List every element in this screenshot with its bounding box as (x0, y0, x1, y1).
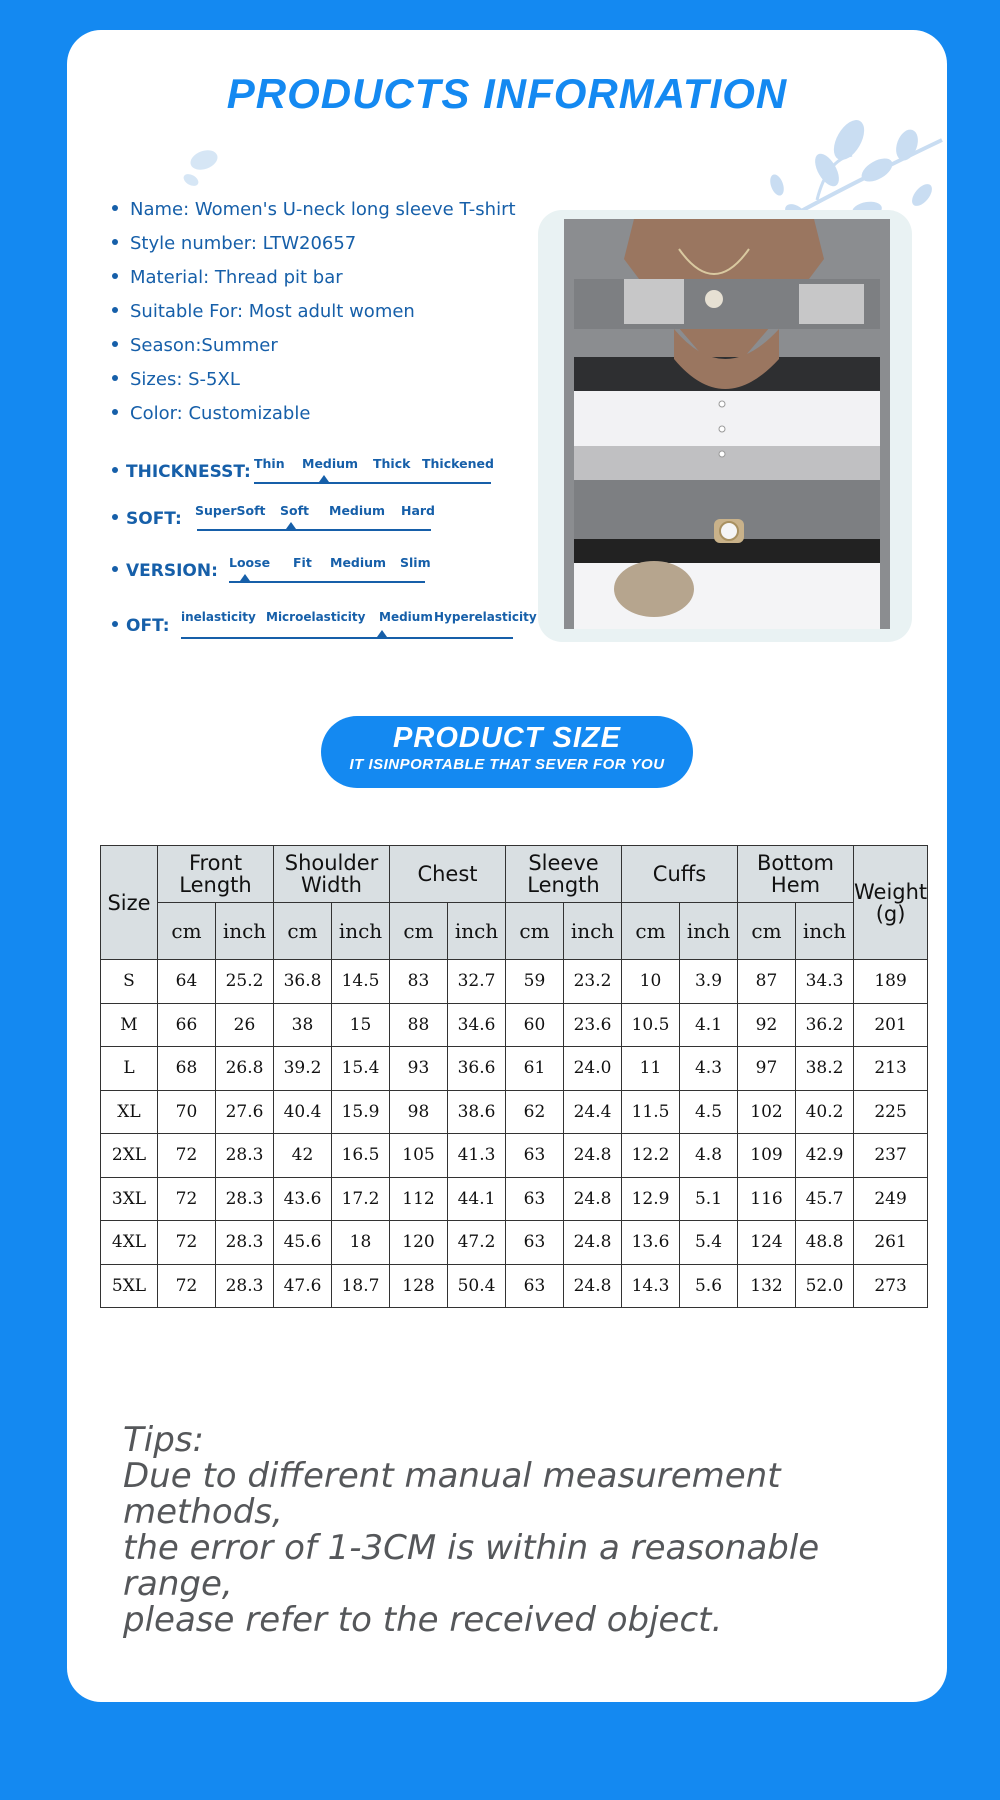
tips-line: please refer to the received object. (123, 1600, 723, 1640)
table-row (101, 1264, 928, 1308)
table-cell: 26 (216, 1003, 274, 1047)
table-cell: 201 (854, 1003, 928, 1047)
unit-header: inch (796, 903, 854, 960)
size-cell: 4XL (101, 1221, 158, 1265)
scale-label: VERSION: (112, 561, 218, 581)
table-cell: 10.5 (622, 1003, 680, 1047)
info-style-number: Style number: LTW20657 (112, 227, 516, 261)
group-header: Front Length (158, 846, 274, 903)
table-cell: 237 (854, 1134, 928, 1178)
scale-marker-icon (286, 522, 296, 529)
table-cell: 27.6 (216, 1090, 274, 1134)
info-season: Season:Summer (112, 329, 516, 363)
table-cell: 42.9 (796, 1134, 854, 1178)
table-row (101, 1047, 928, 1091)
table-cell: 88 (390, 1003, 448, 1047)
scale-option: Thick (373, 456, 411, 471)
table-cell: 15.9 (332, 1090, 390, 1134)
table-cell: 45.6 (274, 1221, 332, 1265)
table-cell: 24.4 (564, 1090, 622, 1134)
table-cell: 249 (854, 1177, 928, 1221)
unit-header: inch (216, 903, 274, 960)
table-row (101, 1090, 928, 1134)
table-cell: 72 (158, 1134, 216, 1178)
info-name: Name: Women's U-neck long sleeve T-shirt (112, 193, 516, 227)
scale-marker-icon (240, 574, 250, 581)
scale-option: Microelasticity (266, 610, 366, 624)
table-cell: 273 (854, 1264, 928, 1308)
table-cell: 41.3 (448, 1134, 506, 1178)
table-cell: 98 (390, 1090, 448, 1134)
table-cell: 24.8 (564, 1221, 622, 1265)
table-cell: 18 (332, 1221, 390, 1265)
group-header: Chest (390, 846, 506, 903)
table-cell: 4.5 (680, 1090, 738, 1134)
table-cell: 4.3 (680, 1047, 738, 1091)
table-cell: 87 (738, 960, 796, 1004)
table-cell: 13.6 (622, 1221, 680, 1265)
scale-marker-icon (319, 475, 329, 482)
scale-option: Fit (293, 555, 312, 570)
size-cell: L (101, 1047, 158, 1091)
table-cell: 11.5 (622, 1090, 680, 1134)
table-cell: 70 (158, 1090, 216, 1134)
table-cell: 10 (622, 960, 680, 1004)
table-cell: 11 (622, 1047, 680, 1091)
info-card (67, 30, 947, 1702)
table-row (101, 960, 928, 1004)
size-table (100, 845, 928, 1308)
table-cell: 42 (274, 1134, 332, 1178)
tips-line: the error of 1-3CM is within a reasonable range, (123, 1528, 820, 1604)
weight-header: Weight (g) (854, 846, 928, 960)
unit-header: inch (448, 903, 506, 960)
scale-option: Medium (329, 503, 386, 518)
table-cell: 28.3 (216, 1134, 274, 1178)
table-cell: 28.3 (216, 1221, 274, 1265)
table-cell: 36.6 (448, 1047, 506, 1091)
table-cell: 40.4 (274, 1090, 332, 1134)
tips-heading: Tips: (123, 1420, 204, 1460)
product-photo-frame (538, 210, 912, 642)
scale-label: SOFT: (112, 509, 182, 529)
size-cell: M (101, 1003, 158, 1047)
info-color: Color: Customizable (112, 397, 516, 431)
page-title: PRODUCTS INFORMATION (226, 70, 788, 117)
table-cell: 18.7 (332, 1264, 390, 1308)
scale-option: Medium (330, 555, 387, 570)
table-row (101, 1177, 928, 1221)
table-cell: 66 (158, 1003, 216, 1047)
table-cell: 25.2 (216, 960, 274, 1004)
table-cell: 61 (506, 1047, 564, 1091)
table-cell: 39.2 (274, 1047, 332, 1091)
scale-option: Thickened (422, 456, 494, 471)
scale-option: Medium (302, 456, 359, 471)
table-cell: 72 (158, 1177, 216, 1221)
table-cell: 52.0 (796, 1264, 854, 1308)
info-suitable-for: Suitable For: Most adult women (112, 295, 516, 329)
product-size-banner (321, 716, 693, 788)
table-cell: 4.1 (680, 1003, 738, 1047)
group-header: Cuffs (622, 846, 738, 903)
size-cell: XL (101, 1090, 158, 1134)
table-cell: 63 (506, 1134, 564, 1178)
table-cell: 34.6 (448, 1003, 506, 1047)
scale-label: THICKNESST: (112, 462, 251, 482)
table-cell: 120 (390, 1221, 448, 1265)
banner-title: PRODUCT SIZE (393, 722, 621, 754)
product-info-list (112, 193, 516, 431)
table-cell: 44.1 (448, 1177, 506, 1221)
table-cell: 225 (854, 1090, 928, 1134)
table-cell: 5.1 (680, 1177, 738, 1221)
table-cell: 63 (506, 1221, 564, 1265)
unit-header: cm (274, 903, 332, 960)
table-cell: 59 (506, 960, 564, 1004)
table-cell: 15.4 (332, 1047, 390, 1091)
banner-subtitle: IT ISINPORTABLE THAT SEVER FOR YOU (349, 756, 665, 773)
table-cell: 60 (506, 1003, 564, 1047)
table-cell: 36.2 (796, 1003, 854, 1047)
product-photo (564, 219, 890, 629)
unit-header: inch (332, 903, 390, 960)
table-cell: 5.6 (680, 1264, 738, 1308)
leaf-icon (179, 142, 229, 192)
table-cell: 3.9 (680, 960, 738, 1004)
table-cell: 128 (390, 1264, 448, 1308)
group-header: Sleeve Length (506, 846, 622, 903)
table-cell: 36.8 (274, 960, 332, 1004)
table-cell: 12.2 (622, 1134, 680, 1178)
table-cell: 72 (158, 1221, 216, 1265)
table-cell: 32.7 (448, 960, 506, 1004)
table-cell: 24.8 (564, 1264, 622, 1308)
table-cell: 92 (738, 1003, 796, 1047)
table-cell: 116 (738, 1177, 796, 1221)
unit-header: inch (680, 903, 738, 960)
table-cell: 72 (158, 1264, 216, 1308)
table-cell: 64 (158, 960, 216, 1004)
table-cell: 23.2 (564, 960, 622, 1004)
table-cell: 38.6 (448, 1090, 506, 1134)
table-cell: 5.4 (680, 1221, 738, 1265)
table-cell: 213 (854, 1047, 928, 1091)
table-cell: 124 (738, 1221, 796, 1265)
unit-header: cm (622, 903, 680, 960)
table-cell: 43.6 (274, 1177, 332, 1221)
table-cell: 17.2 (332, 1177, 390, 1221)
size-table-body (101, 960, 928, 1308)
scale-line (254, 482, 491, 484)
table-cell: 15 (332, 1003, 390, 1047)
table-cell: 83 (390, 960, 448, 1004)
table-cell: 63 (506, 1177, 564, 1221)
size-cell: 5XL (101, 1264, 158, 1308)
scale-option: Medium (379, 610, 433, 624)
table-cell: 93 (390, 1047, 448, 1091)
table-cell: 45.7 (796, 1177, 854, 1221)
table-cell: 38.2 (796, 1047, 854, 1091)
unit-header: cm (390, 903, 448, 960)
scale-option: Hyperelasticity (434, 610, 537, 624)
scale-line (181, 637, 513, 639)
scale-line (197, 529, 431, 531)
table-cell: 189 (854, 960, 928, 1004)
table-cell: 63 (506, 1264, 564, 1308)
tips-block (123, 1422, 923, 1638)
table-row (101, 1221, 928, 1265)
scale-label: OFT: (112, 616, 170, 636)
table-row (101, 1134, 928, 1178)
table-cell: 23.6 (564, 1003, 622, 1047)
info-sizes: Sizes: S-5XL (112, 363, 516, 397)
table-cell: 132 (738, 1264, 796, 1308)
table-cell: 24.0 (564, 1047, 622, 1091)
table-cell: 48.8 (796, 1221, 854, 1265)
unit-header: cm (158, 903, 216, 960)
table-cell: 16.5 (332, 1134, 390, 1178)
table-cell: 14.5 (332, 960, 390, 1004)
table-cell: 97 (738, 1047, 796, 1091)
table-cell: 24.8 (564, 1134, 622, 1178)
unit-header: cm (506, 903, 564, 960)
size-cell: S (101, 960, 158, 1004)
scale-option: SuperSoft (195, 503, 266, 518)
table-cell: 105 (390, 1134, 448, 1178)
table-cell: 24.8 (564, 1177, 622, 1221)
table-cell: 34.3 (796, 960, 854, 1004)
group-header: Bottom Hem (738, 846, 854, 903)
table-cell: 28.3 (216, 1264, 274, 1308)
table-cell: 68 (158, 1047, 216, 1091)
tips-line: Due to different manual measurement methods, (123, 1456, 781, 1532)
table-cell: 109 (738, 1134, 796, 1178)
scale-marker-icon (377, 630, 387, 637)
size-cell: 2XL (101, 1134, 158, 1178)
group-header: Shoulder Width (274, 846, 390, 903)
table-cell: 26.8 (216, 1047, 274, 1091)
table-cell: 40.2 (796, 1090, 854, 1134)
scale-line (229, 581, 425, 583)
table-cell: 12.9 (622, 1177, 680, 1221)
table-cell: 50.4 (448, 1264, 506, 1308)
size-cell: 3XL (101, 1177, 158, 1221)
scale-option: Thin (254, 456, 285, 471)
scale-option: Soft (280, 503, 310, 518)
table-cell: 28.3 (216, 1177, 274, 1221)
table-cell: 47.2 (448, 1221, 506, 1265)
unit-header: cm (738, 903, 796, 960)
scale-option: inelasticity (181, 610, 256, 624)
table-cell: 112 (390, 1177, 448, 1221)
table-cell: 38 (274, 1003, 332, 1047)
scale-option: Slim (400, 555, 431, 570)
unit-header: inch (564, 903, 622, 960)
scale-option: Loose (229, 555, 271, 570)
table-cell: 47.6 (274, 1264, 332, 1308)
table-cell: 4.8 (680, 1134, 738, 1178)
table-cell: 102 (738, 1090, 796, 1134)
table-cell: 261 (854, 1221, 928, 1265)
table-row (101, 1003, 928, 1047)
table-cell: 14.3 (622, 1264, 680, 1308)
scale-option: Hard (401, 503, 436, 518)
info-material: Material: Thread pit bar (112, 261, 516, 295)
table-cell: 62 (506, 1090, 564, 1134)
size-header: Size (101, 846, 158, 960)
